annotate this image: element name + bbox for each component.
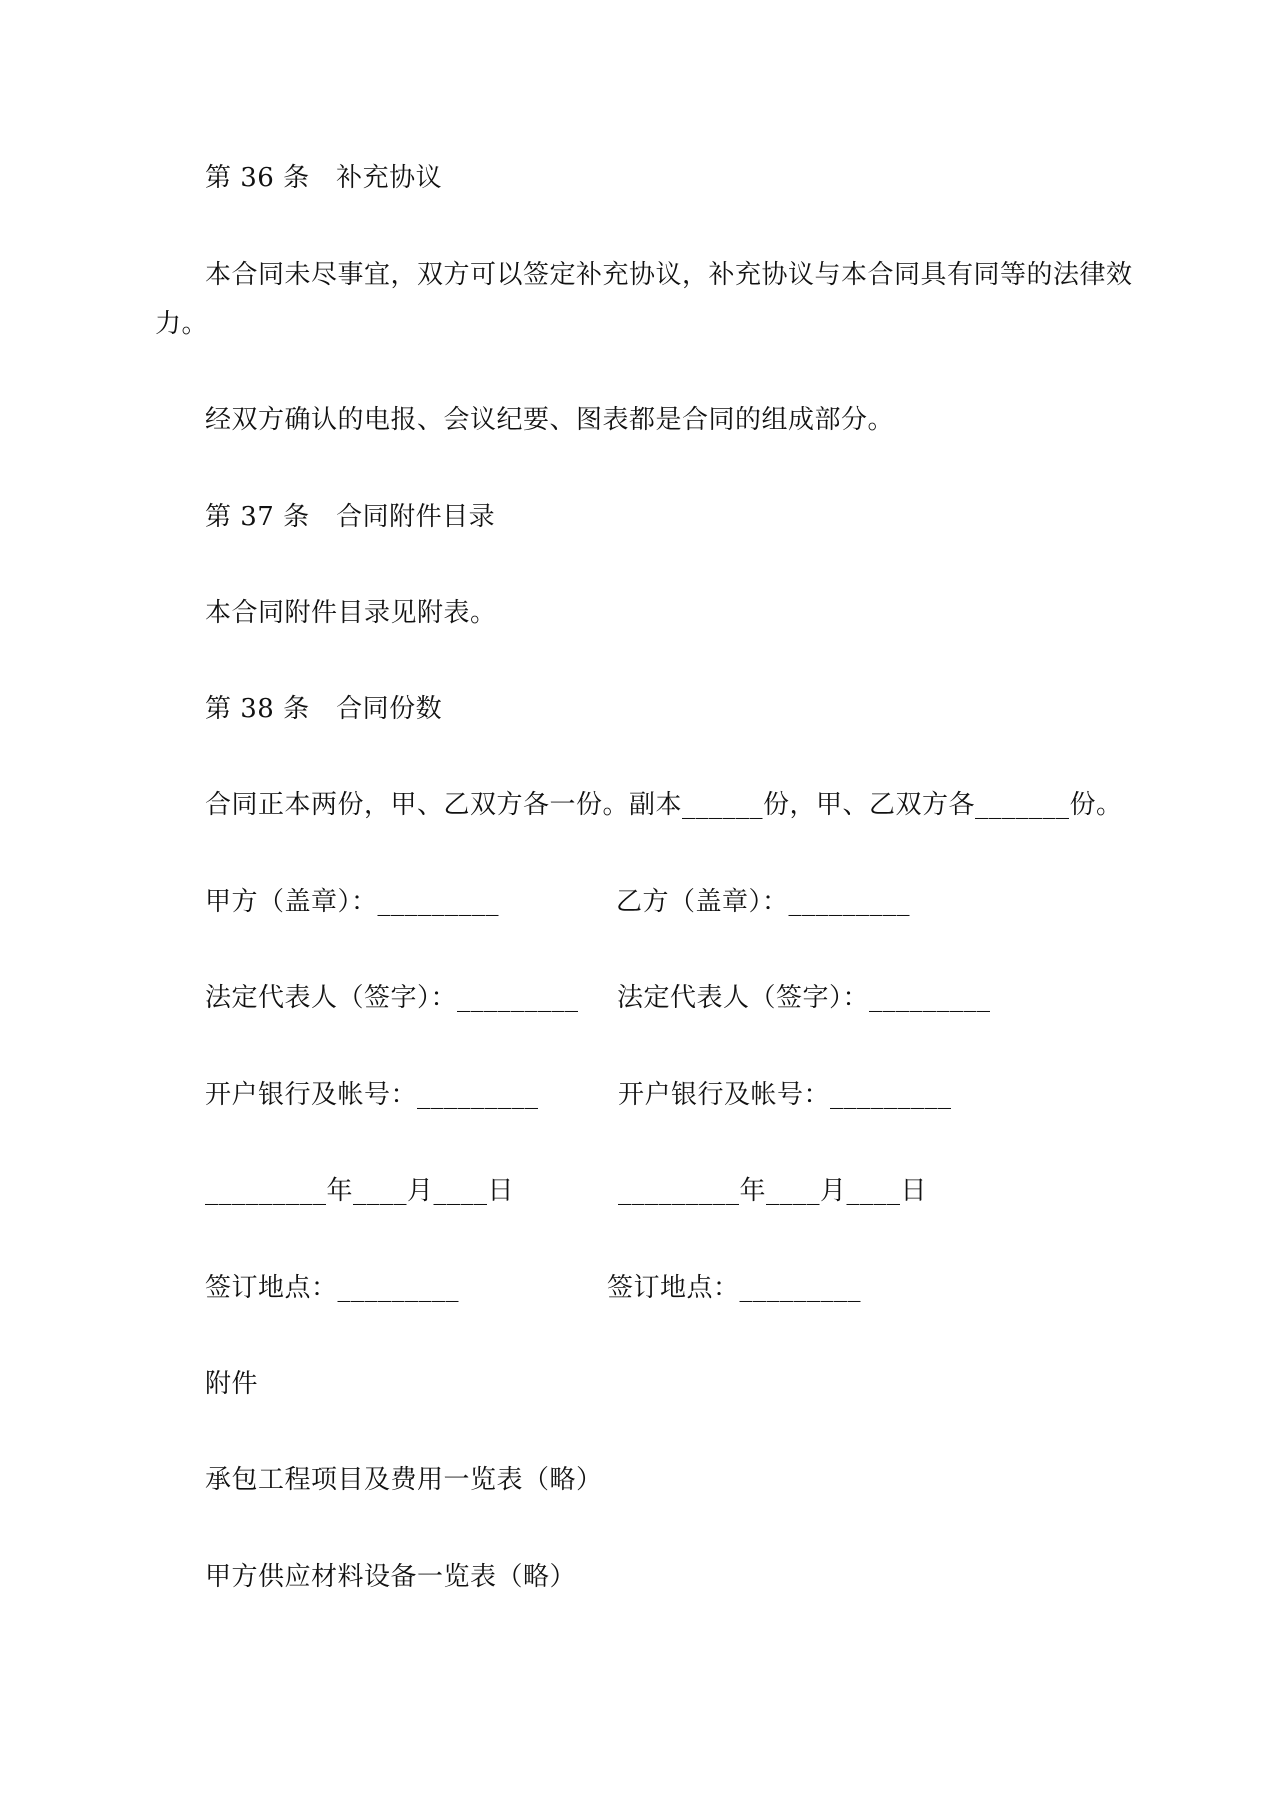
party-b-date-field: _________年____月____日 bbox=[618, 1176, 928, 1206]
attachment-item-2: 甲方供应材料设备一览表（略） bbox=[205, 1562, 577, 1592]
party-a-seal-field: 甲方（盖章）：_________ bbox=[205, 887, 500, 917]
party-b-place-field: 签订地点：_________ bbox=[607, 1273, 862, 1303]
article-37-paragraph-1: 本合同附件目录见附表。 bbox=[205, 598, 497, 628]
article-36-heading: 第 36 条 补充协议 bbox=[205, 163, 443, 193]
party-a-place-field: 签订地点：_________ bbox=[205, 1273, 460, 1303]
party-b-seal-field: 乙方（盖章）：_________ bbox=[616, 887, 911, 917]
party-b-representative-field: 法定代表人（签字）：_________ bbox=[617, 983, 991, 1013]
party-b-bank-field: 开户银行及帐号：_________ bbox=[618, 1080, 952, 1110]
article-37-heading: 第 37 条 合同附件目录 bbox=[205, 502, 496, 532]
attachments-heading: 附件 bbox=[205, 1369, 259, 1399]
party-a-representative-field: 法定代表人（签字）：_________ bbox=[205, 983, 579, 1013]
article-38-heading: 第 38 条 合同份数 bbox=[205, 694, 443, 724]
article-36-paragraph-2: 经双方确认的电报、会议纪要、图表都是合同的组成部分。 bbox=[205, 405, 895, 435]
party-a-bank-field: 开户银行及帐号：_________ bbox=[205, 1080, 539, 1110]
article-38-paragraph-1: 合同正本两份，甲、乙双方各一份。副本______份，甲、乙双方各_______份。 bbox=[205, 790, 1123, 820]
article-36-paragraph-1: 本合同未尽事宜，双方可以签定补充协议，补充协议与本合同具有同等的法律效 bbox=[205, 260, 1133, 290]
attachment-item-1: 承包工程项目及费用一览表（略） bbox=[205, 1465, 603, 1495]
article-36-paragraph-1-continued: 力。 bbox=[155, 309, 209, 339]
party-a-date-field: _________年____月____日 bbox=[205, 1176, 515, 1206]
